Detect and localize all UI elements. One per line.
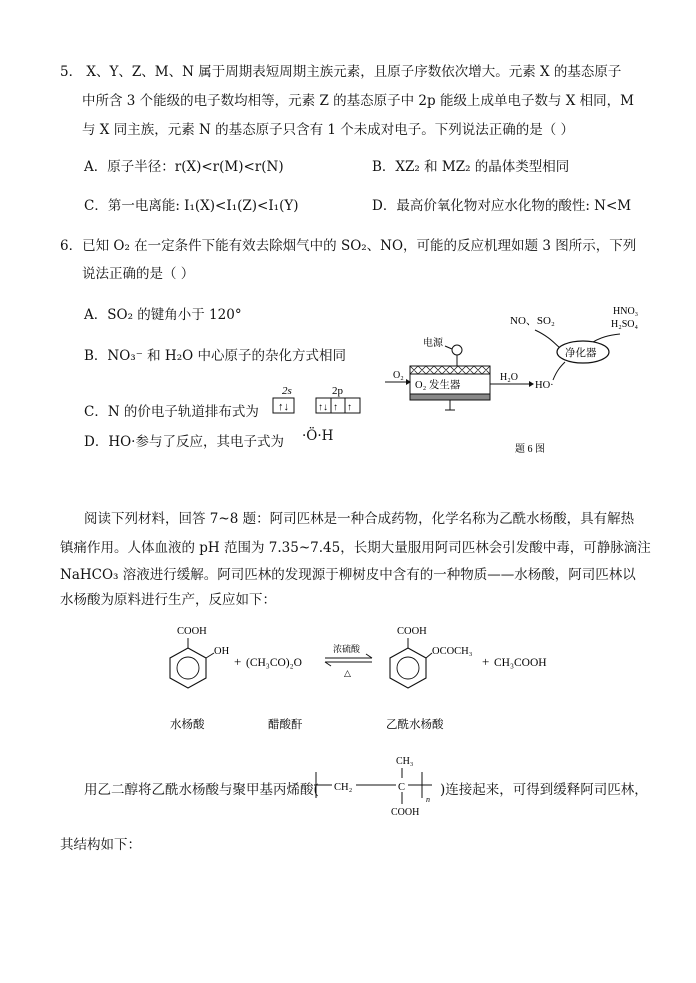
q5-line1: 5． X、Y、Z、M、N 属于周期表短周期主族元素，且原子序数依次增大。元素 X 的基态原子 [60,64,622,80]
figure-products-2: H₂SO₄ [611,319,638,330]
polymer-text-last: 其结构如下： [60,837,141,853]
svg-text:↑: ↑ [347,402,352,413]
polymer-n: n [426,795,430,804]
label-aspirin: 乙酰水杨酸 [386,719,444,731]
q6-option-d: D．HO·参与了反应，其电子式为 [84,434,284,450]
polymer-ch3: CH₃ [396,756,414,767]
electron-formula: ·Ö·H [302,428,334,444]
figure-ho: HO· [535,380,554,391]
orbital-2p-label: 2p [332,385,343,397]
svg-text:↑: ↑ [333,402,338,413]
q5-option-a: A．原子半径：r(X)<r(M)<r(N) [84,159,284,175]
reading-line4: 水杨酸为原料进行生产，反应如下： [60,592,276,608]
q6-option-b: B．NO₃⁻ 和 H₂O 中心原子的杂化方式相同 [84,348,346,364]
polymer-cooh: COOH [391,807,420,818]
acetic-anhydride: (CH₃CO)₂O [246,657,302,669]
salicylic-oh: OH [214,646,230,657]
polymer-structure [314,752,444,820]
reading-line3: NaHCO₃ 溶液进行缓解。阿司匹林的发现源于柳树皮中含有的一种物质——水杨酸，阿司匹林以 [60,567,636,583]
catalyst-label: 浓硫酸 [333,644,361,654]
polymer-ch2: CH₂ [334,782,353,793]
q6-line2: 说法正确的是（ ） [82,266,195,282]
benzene-ring-2 [390,648,426,688]
plus-1: + [234,654,242,669]
figure-generator: O₂ 发生器 [415,380,461,391]
aspirin-cooh: COOH [397,626,427,637]
figure-purifier: 净化器 [565,348,597,359]
label-salicylic-acid: 水杨酸 [170,719,205,731]
q6-option-c: C．N 的价电子轨道排布式为 [84,404,259,420]
figure-o2-in: O₂ [393,370,404,381]
q5-line2: 中所含 3 个能级的电子数均相等，元素 Z 的基态原子中 2p 能级上成单电子数与 X 相同，M [82,93,634,109]
figure-power: 电源 [423,338,443,349]
plus-2: + [482,654,490,669]
label-acetic-anhydride: 醋酸酐 [268,719,303,731]
orbital-2s-label: 2s [282,385,292,397]
figure-reactants: NO、SO₂ [510,315,555,327]
reading-line2: 镇痛作用。人体血液的 pH 范围为 7.35~7.45，长期大量服用阿司匹林会引发酸中毒，可静脉滴注 [60,540,651,556]
q5-option-b: B．XZ₂ 和 MZ₂ 的晶体类型相同 [372,159,570,175]
figure-h2o: H₂O [500,372,518,383]
svg-text:↑↓: ↑↓ [278,401,289,413]
figure-caption: 题 6 图 [515,444,545,455]
q6-option-a: A．SO₂ 的键角小于 120° [84,307,242,323]
polymer-text-before: 用乙二醇将乙酰水杨酸与聚甲基丙烯酸( [84,782,319,798]
acetic-acid: CH₃COOH [494,657,547,669]
benzene-ring-1 [170,648,206,688]
reading-line1: 阅读下列材料，回答 7~8 题：阿司匹林是一种合成药物，化学名称为乙酰水杨酸，具有解热 [84,511,635,527]
figure-products-1: HNO₃ [613,306,639,317]
polymer-c: C [398,782,406,793]
svg-text:↑↓: ↑↓ [318,402,328,413]
aspirin-ococh3: OCOCH₃ [432,646,473,657]
salicylic-cooh: COOH [177,626,207,637]
q6-line1: 6．已知 O₂ 在一定条件下能有效去除烟气中的 SO₂、NO，可能的反应机理如题 3 图所示，下列 [60,238,637,254]
q5-option-c: C．第一电离能: I₁(X)<I₁(Z)<I₁(Y) [84,198,299,214]
orbital-diagram [270,383,370,417]
heat-label: △ [344,668,351,678]
reaction-scheme [160,620,580,735]
q5-option-d: D．最高价氧化物对应水化物的酸性: N<M [372,198,632,214]
q5-line3: 与 X 同主族，元素 N 的基态原子只含有 1 个未成对电子。下列说法正确的是（ ） [82,122,575,138]
polymer-text-after: )连接起来，可得到缓释阿司匹林， [440,782,648,798]
figure-6 [385,302,675,462]
